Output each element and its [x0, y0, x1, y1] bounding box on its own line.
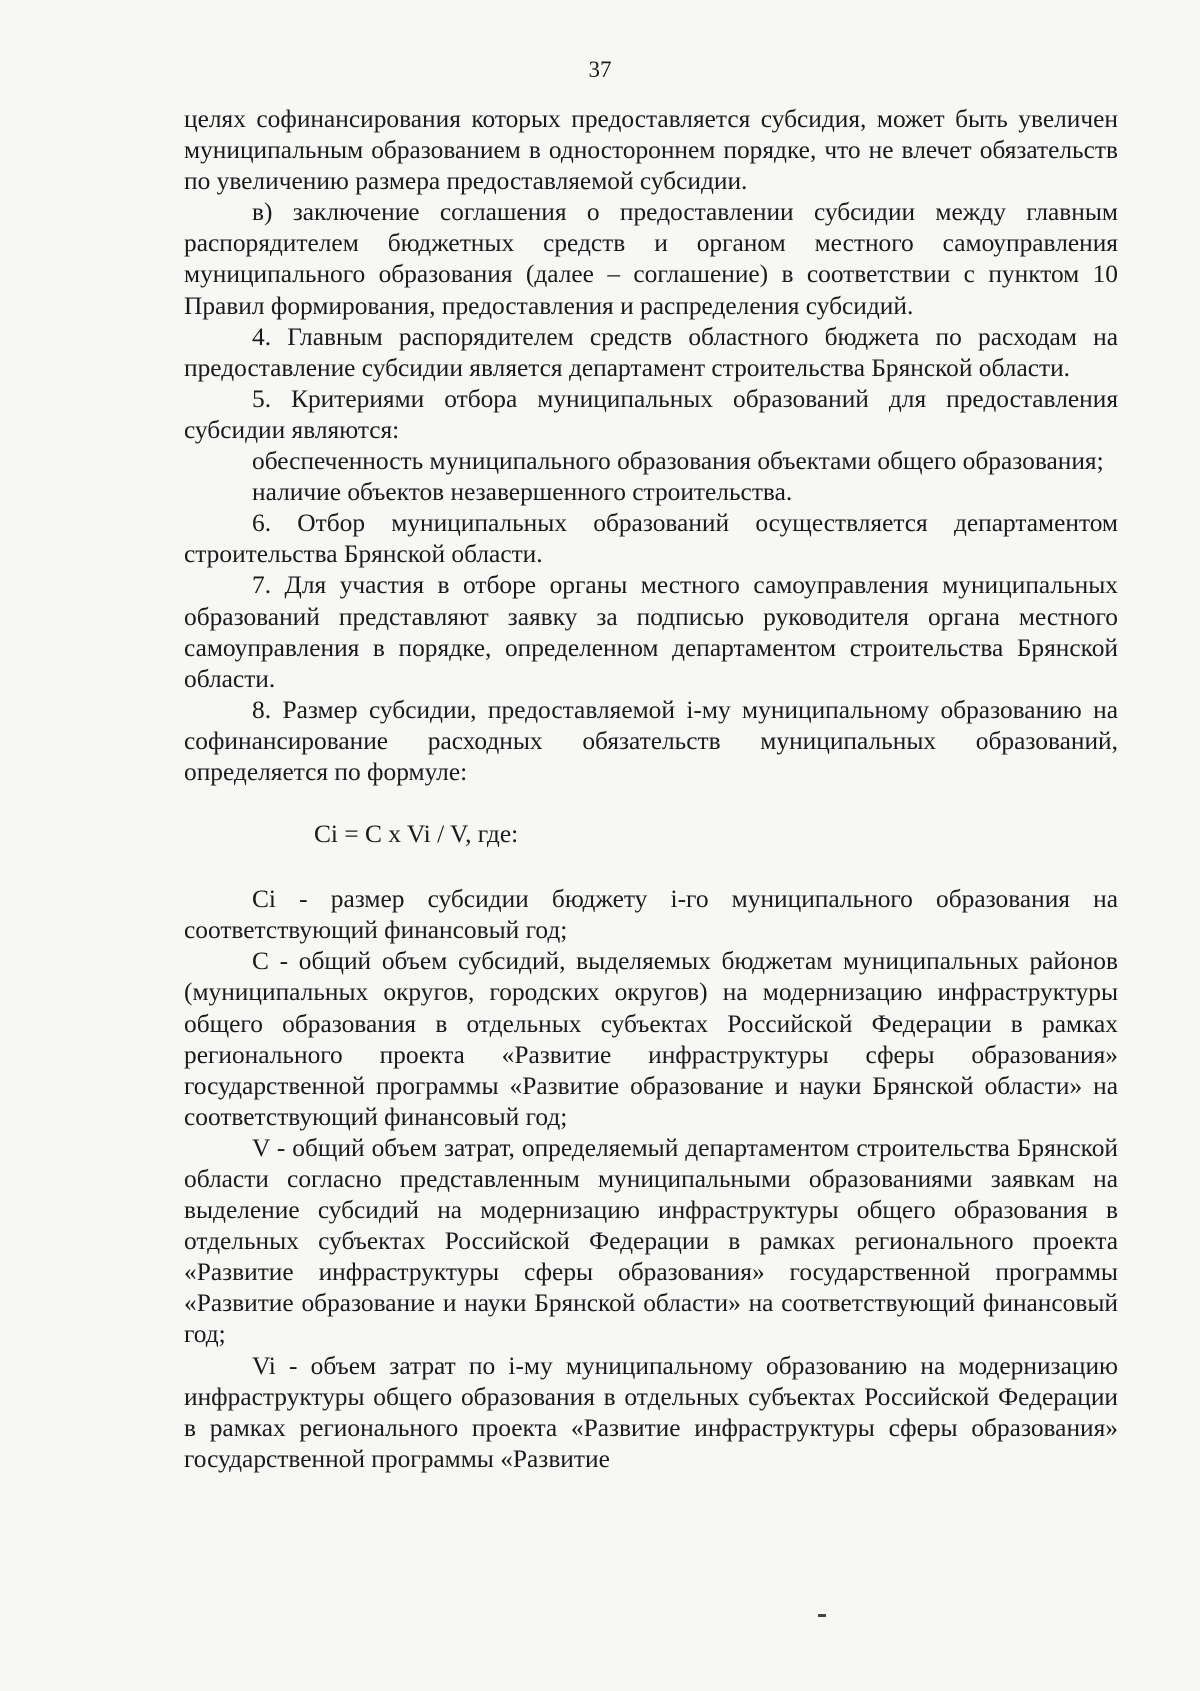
criterion-item: обеспеченность муниципального образования объектами общего образования;	[252, 447, 1104, 476]
paragraph-4: 4. Главным распорядителем средств областного бюджета по расходам на предоставление субсидии является департамент строительства Брянской области.	[184, 322, 1118, 382]
scan-mark	[818, 1614, 826, 1617]
paragraph-6: 6. Отбор муниципальных образований осуществляется департаментом строительства Брянской области.	[184, 509, 1118, 569]
paragraph-agreement: в) заключение соглашения о предоставлении субсидии между главным распорядителем бюджетных средств и органом местного самоуправления муниципального образования (далее – соглашение) в соответствии с пунктом 10 Правил формирования, предоставления и распределения субсидий.	[184, 198, 1118, 320]
subsidy-formula: Ci = C x Vi / V, где:	[314, 820, 519, 849]
paragraph-7: 7. Для участия в отборе органы местного самоуправления муниципальных образований представляют заявку за подписью руководителя органа местного самоуправления в порядке, определенном департаментом строительства Брянской области.	[184, 571, 1118, 693]
paragraph-continuation: целях софинансирования которых предоставляется субсидия, может быть увеличен муниципальным образованием в одностороннем порядке, что не влечет обязательств по увеличению размера предоставляемой субсидии.	[184, 105, 1118, 196]
paragraph-5: 5. Критериями отбора муниципальных образований для предоставления субсидии являются:	[184, 384, 1118, 444]
paragraph-8: 8. Размер субсидии, предоставляемой i-му муниципальному образованию на софинансирование расходных обязательств муниципальных образований, определяется по формуле:	[184, 695, 1118, 786]
definition-c: C - общий объем субсидий, выделяемых бюджетам муниципальных районов (муниципальных округов, городских округов) на модернизацию инфраструктуры общего образования в отдельных субъектах Российской Федерации в рамках регионального проекта «Развитие инфраструктуры сферы образования» государственной программы «Развитие образование и науки Брянской области» на соответствующий финансовый год;	[184, 947, 1118, 1131]
document-body	[184, 104, 1118, 1475]
definition-vi: Vi - объем затрат по i-му муниципальному образованию на модернизацию инфраструктуры общего образования в отдельных субъектах Российской Федерации в рамках регионального проекта «Развитие инфраструктуры сферы образования» государственной программы «Развитие	[184, 1351, 1118, 1473]
definition-ci: Ci - размер субсидии бюджету i-го муниципального образования на соответствующий финансовый год;	[184, 885, 1118, 945]
page-number: 37	[588, 57, 612, 82]
definition-v: V - общий объем затрат, определяемый департаментом строительства Брянской области согласно представленным муниципальными образованиями заявкам на выделение субсидий на модернизацию инфраструктуры общего образования в отдельных субъектах Российской Федерации в рамках регионального проекта «Развитие инфраструктуры сферы образования» государственной программы «Развитие образование и науки Брянской области» на соответствующий финансовый год;	[184, 1133, 1118, 1349]
criterion-item: наличие объектов незавершенного строительства.	[252, 478, 793, 507]
